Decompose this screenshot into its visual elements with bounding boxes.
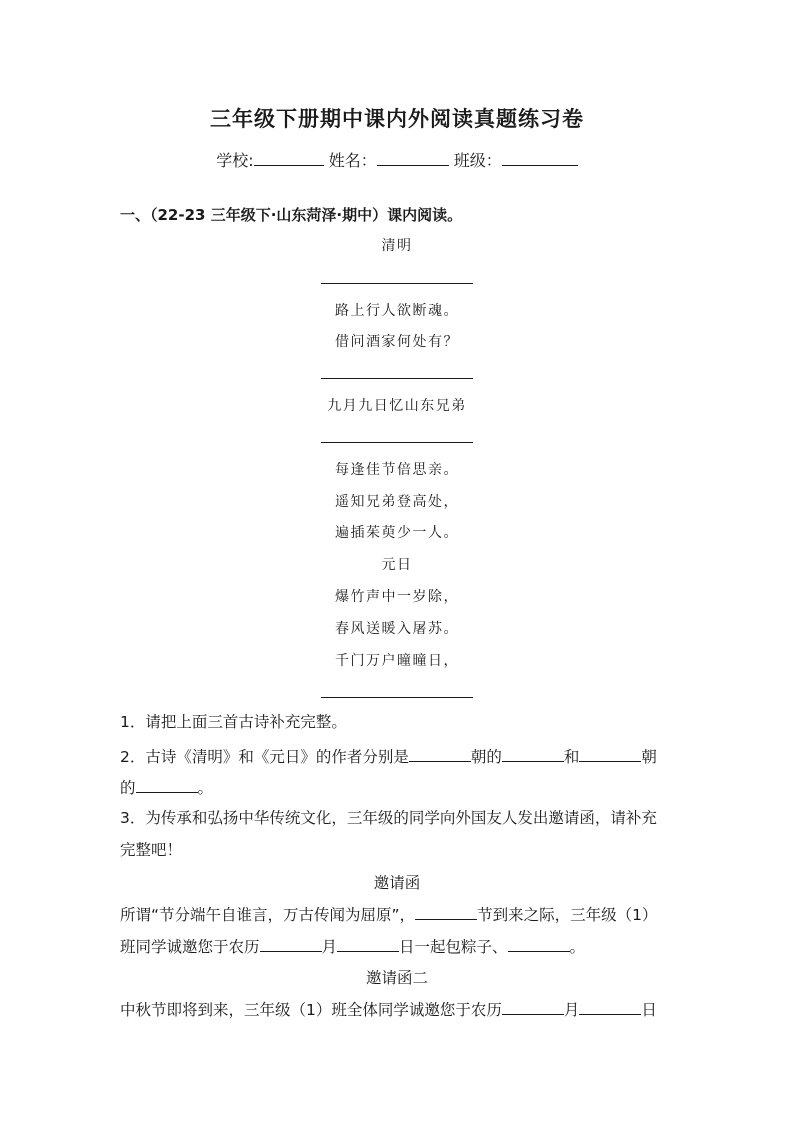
poem-title-yuanri: 元日 (381, 557, 413, 573)
poem-line: 每逢佳节倍思亲。 (335, 462, 459, 478)
invitation-text: 班同学诚邀您于农历 (120, 938, 260, 956)
answer-blank[interactable] (579, 745, 641, 762)
question-2-text: 和 (563, 748, 580, 766)
poem-line: 爆竹声中一岁除， (335, 589, 459, 605)
answer-blank[interactable] (415, 903, 477, 920)
school-field[interactable] (254, 149, 324, 166)
question-2-text: 。 (197, 779, 214, 797)
invitation-1-title: 邀请函 (373, 874, 421, 892)
invitation-text: 日一起包粽子、 (399, 938, 508, 956)
invitation-text: 月 (563, 1001, 580, 1019)
invitation-text: 。 (569, 938, 586, 956)
class-field[interactable] (502, 149, 578, 166)
answer-blank[interactable] (409, 745, 471, 762)
poem-line: 遍插茱萸少一人。 (335, 525, 459, 541)
answer-blank[interactable] (260, 935, 322, 952)
poem-title-jiuyue: 九月九日忆山东兄弟 (327, 398, 467, 414)
poem-blank-line[interactable] (321, 697, 473, 698)
answer-blank[interactable] (579, 998, 641, 1015)
page-title: 三年级下册期中课内外阅读真题练习卷 (210, 107, 584, 131)
poem-blank-line[interactable] (321, 378, 473, 379)
answer-blank[interactable] (508, 935, 570, 952)
invitation-text: 中秋节即将到来，三年级（1）班全体同学诚邀您于农历 (120, 1001, 502, 1019)
invitation-text: 月 (321, 938, 338, 956)
answer-blank[interactable] (136, 776, 198, 793)
question-3: 3．为传承和弘扬中华传统文化，三年级的同学向外国友人发出邀请函，请补充 (120, 809, 657, 827)
name-field[interactable] (377, 149, 449, 166)
answer-blank[interactable] (502, 998, 564, 1015)
poem-line: 路上行人欲断魂。 (335, 303, 459, 319)
class-label: 班级： (453, 151, 502, 170)
invitation-text: 节到来之际，三年级（1） (477, 906, 658, 924)
question-2-text: 朝的 (470, 748, 502, 766)
school-label: 学校: (216, 151, 254, 170)
answer-blank[interactable] (337, 935, 399, 952)
poem-line: 千门万户曈曈日， (335, 653, 459, 669)
poem-line: 借问酒家何处有？ (335, 334, 459, 350)
poem-line: 春风送暖入屠苏。 (335, 621, 459, 637)
answer-blank[interactable] (502, 745, 564, 762)
question-2-text: 的 (120, 779, 136, 797)
invitation-text: 日 (641, 1001, 657, 1019)
question-2 (120, 745, 657, 767)
poem-blank-line[interactable] (321, 283, 473, 284)
question-3-cont: 完整吧！ (120, 841, 183, 859)
name-label: 姓名： (328, 151, 377, 170)
question-2-text: 2．古诗《清明》和《元日》的作者分别是 (120, 748, 409, 766)
poem-line: 遥知兄弟登高处， (335, 494, 459, 510)
header-fields (0, 148, 794, 171)
section-heading: 一、（22-23 三年级下·山东菏泽·期中）课内阅读。 (120, 206, 463, 224)
invitation-1-line2 (120, 935, 585, 957)
question-2-text: 朝 (641, 748, 657, 766)
invitation-2-line1 (120, 998, 657, 1020)
invitation-1-line1 (120, 903, 657, 925)
poem-title-qingming: 清明 (381, 238, 413, 254)
invitation-text: 所谓“节分端午自谁言，万古传闻为屈原”， (120, 906, 416, 924)
invitation-2-title: 邀请函二 (365, 969, 428, 987)
question-1: 1．请把上面三首古诗补充完整。 (120, 713, 347, 731)
question-2-cont (120, 776, 213, 798)
poem-blank-line[interactable] (321, 442, 473, 443)
